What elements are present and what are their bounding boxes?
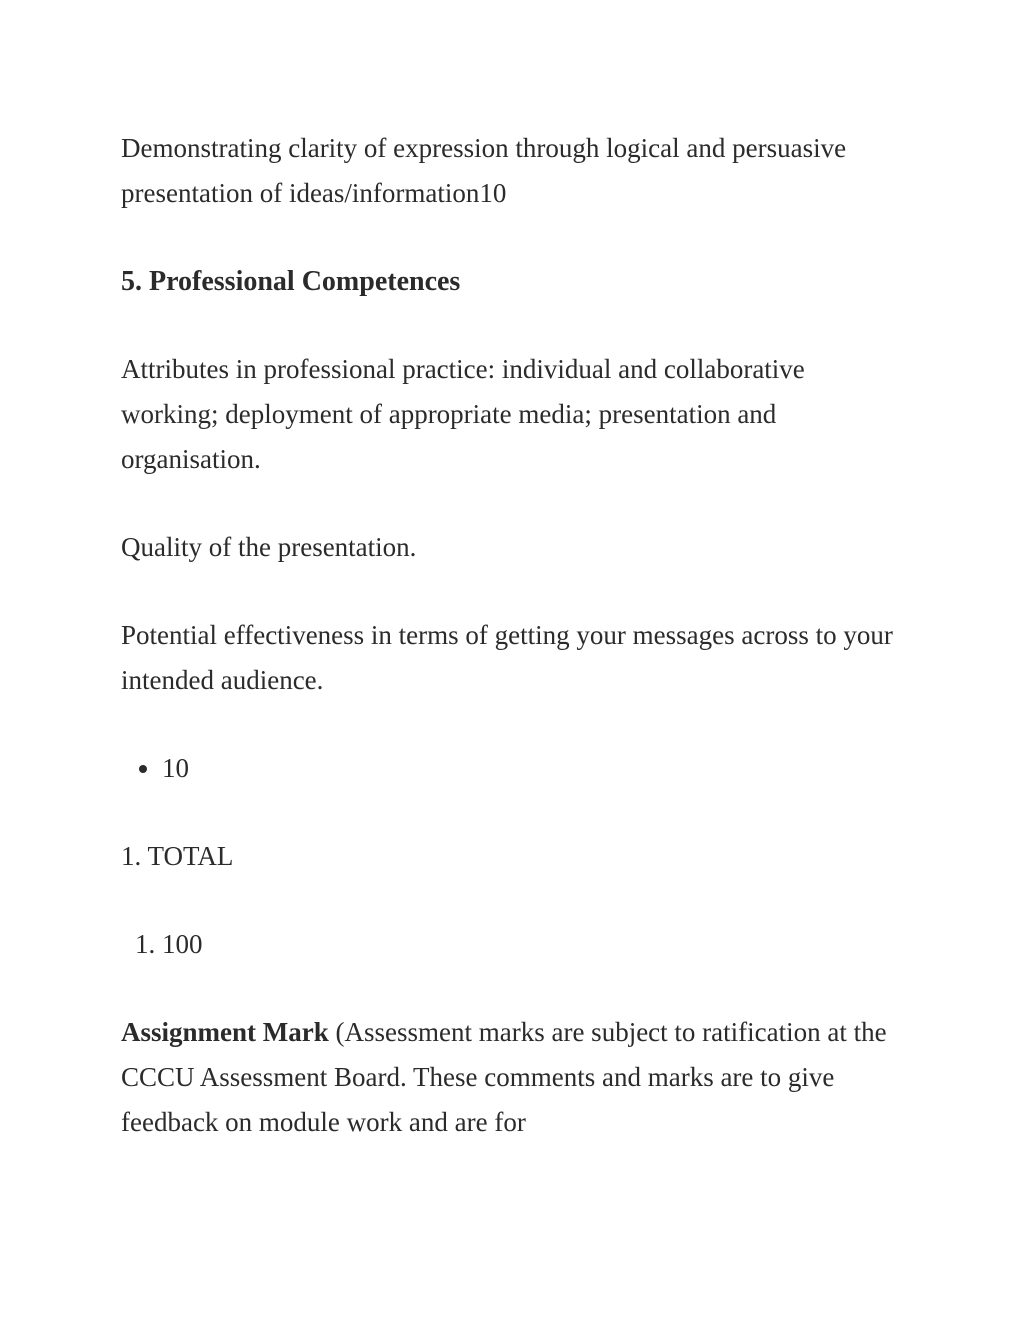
assignment-mark-text: (Assessment marks are subject to ratification at the CCCU Assessment Board. These comments and marks are to give feedback on module work and are for <box>121 1017 887 1137</box>
assignment-mark-paragraph <box>121 1010 901 1145</box>
section-heading-professional-competences: 5. Professional Competences <box>121 266 461 297</box>
paragraph-effectiveness: Potential effectiveness in terms of getting your messages across to your intended audience. <box>121 620 893 695</box>
list-item: • 10 <box>162 746 901 791</box>
paragraph-quality: Quality of the presentation. <box>121 532 417 562</box>
document-body <box>121 126 901 1188</box>
paragraph-clarity-of-expression: Demonstrating clarity of expression through logical and persuasive presentation of ideas/information10 <box>121 133 847 208</box>
assignment-mark-label: Assignment Mark <box>121 1017 329 1047</box>
paragraph-attributes: Attributes in professional practice: individual and collaborative working; deployment of appropriate media; presentation and organisation. <box>121 354 805 474</box>
list-item: 1. 100 <box>162 922 901 967</box>
total-label: 1. TOTAL <box>121 841 234 871</box>
numbered-list <box>121 922 901 967</box>
bullet-list <box>121 746 901 791</box>
